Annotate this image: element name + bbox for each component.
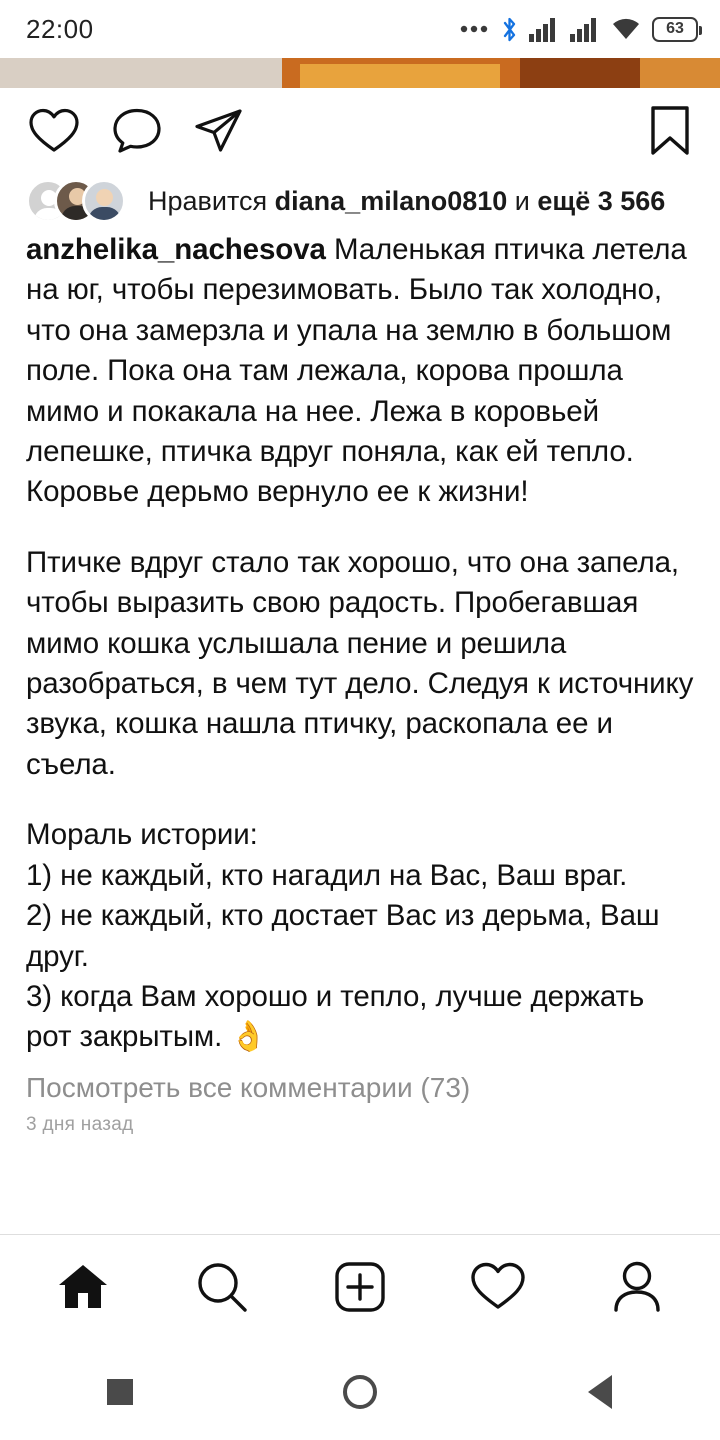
recents-square-icon[interactable] <box>60 1357 180 1427</box>
signal-1-icon <box>529 17 559 42</box>
liker-avatars <box>26 178 134 224</box>
likes-more-count[interactable]: ещё 3 566 <box>537 185 666 216</box>
nav-item-home[interactable] <box>33 1240 133 1340</box>
home-icon <box>55 1261 111 1318</box>
back-triangle-icon[interactable] <box>540 1357 660 1427</box>
likes-row[interactable] <box>0 174 720 230</box>
post-photo-sliver <box>0 58 720 88</box>
search-icon <box>195 1260 249 1319</box>
likes-prefix: Нравится <box>148 185 268 216</box>
wifi-icon <box>611 17 641 41</box>
caption-paragraph-4: 1) не каждый, кто нагадил на Вас, Ваш враг. <box>26 858 628 892</box>
status-time: 22:00 <box>26 13 94 44</box>
post-caption <box>0 230 720 1058</box>
nav-item-add-post[interactable] <box>310 1240 410 1340</box>
likes-first-user[interactable]: diana_milano0810 <box>274 185 508 216</box>
nav-item-search[interactable] <box>172 1240 272 1340</box>
profile-icon <box>612 1260 662 1319</box>
share-icon[interactable] <box>194 107 244 155</box>
like-icon[interactable] <box>28 107 80 155</box>
caption-paragraph-2: Птичке вдруг стало так хорошо, что она запела, чтобы выразить свою радость. Пробегавшая мимо кошка услышала пение и решила разобраться, в чем тут дело. Следуя к источнику звука, кошка нашла птичку, раскопала ее и съела. <box>26 545 694 781</box>
battery-icon <box>652 17 698 42</box>
caption-paragraph-1 <box>26 230 694 513</box>
more-dots-icon <box>460 23 490 35</box>
post-action-bar <box>0 88 720 174</box>
post-username[interactable]: anzhelika_nachesova <box>26 233 326 266</box>
save-icon[interactable] <box>648 105 692 157</box>
nav-item-activity[interactable] <box>448 1240 548 1340</box>
likes-connector: и <box>514 185 530 216</box>
status-bar <box>0 0 720 58</box>
system-navigation-bar <box>0 1344 720 1440</box>
view-all-comments-link[interactable]: Посмотреть все комментарии (73) <box>26 1071 471 1103</box>
caption-paragraph-3: Мораль истории: <box>26 818 258 852</box>
bluetooth-icon <box>501 16 518 43</box>
battery-level: 63 <box>666 20 684 37</box>
caption-paragraph-6: 3) когда Вам хорошо и тепло, лучше держать рот закрытым. 👌 <box>26 979 645 1054</box>
likes-text <box>148 185 665 217</box>
status-icon-group <box>460 16 698 43</box>
avatar <box>82 179 126 223</box>
content-spacer <box>0 1136 720 1234</box>
caption-paragraph-5: 2) не каждый, кто достает Вас из дерьма, Ваш друг. <box>26 899 660 973</box>
comment-icon[interactable] <box>112 107 162 155</box>
bottom-navigation-bar <box>0 1234 720 1344</box>
nav-item-profile[interactable] <box>587 1240 687 1340</box>
caption-text-1: Маленькая птичка летела на юг, чтобы перезимовать. Было так холодно, что она замерзла и упала на землю в большом поле. Пока она там лежала, корова прошла мимо и покакала на нее. Лежа в коровьей лепешке, птичка вдруг поняла, как ей тепло. Коровье дерьмо вернуло ее к жизни! <box>26 233 687 509</box>
home-circle-icon[interactable] <box>300 1357 420 1427</box>
post-timestamp: 3 дня назад <box>26 1113 134 1135</box>
signal-2-icon <box>570 17 600 42</box>
add-post-icon <box>334 1261 386 1318</box>
activity-heart-icon <box>470 1261 526 1318</box>
